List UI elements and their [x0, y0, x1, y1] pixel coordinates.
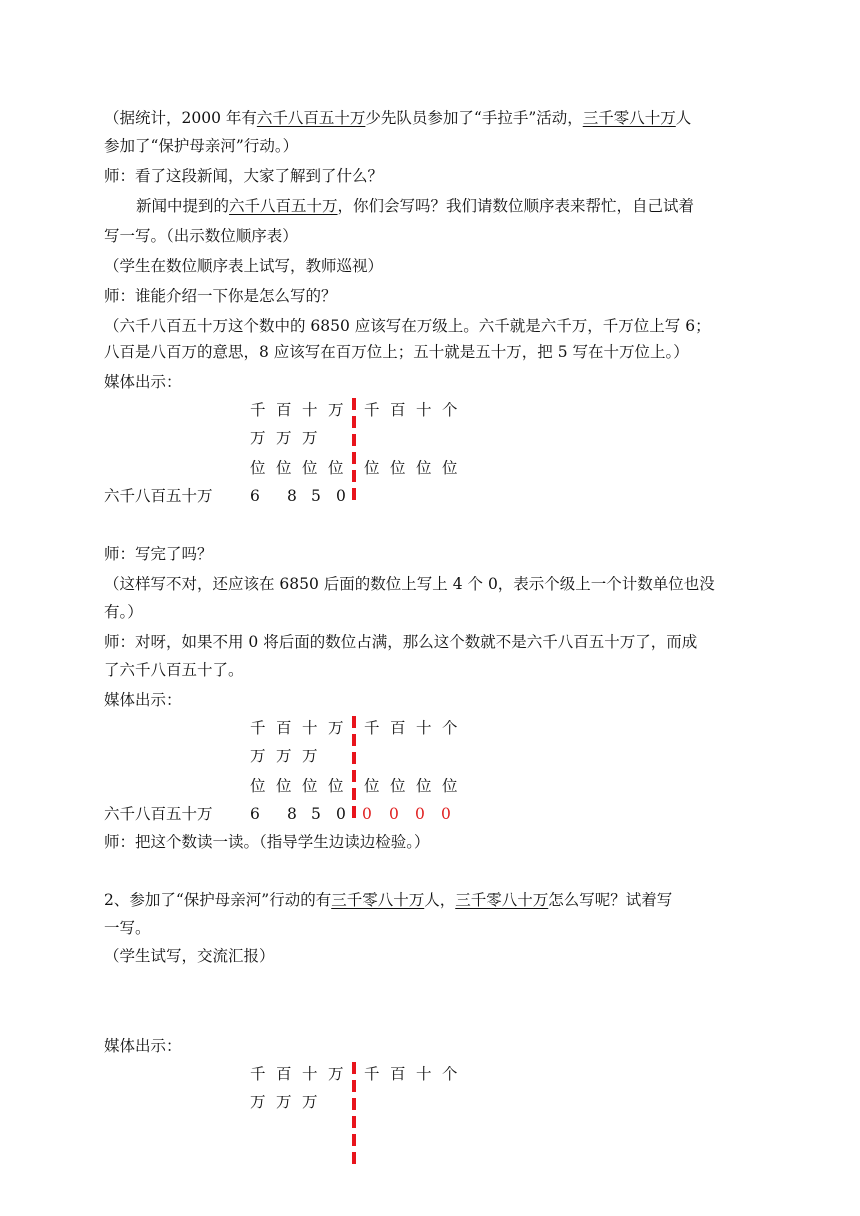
number-label: 六千八百五十万: [104, 805, 213, 823]
table-cell: 千: [250, 401, 266, 419]
table-cell: 位: [276, 459, 292, 477]
table-cell: 位: [276, 777, 292, 795]
table-cell: 位: [390, 777, 406, 795]
table-cell: 万: [302, 1093, 318, 1111]
table-cell: 位: [364, 459, 380, 477]
underlined-number: 三千零八十万: [455, 891, 549, 909]
text-line: 了六千八百五十了。: [104, 661, 244, 679]
teacher-line: 师：看了这段新闻，大家了解到了什么？: [104, 167, 384, 185]
table-cell: 万: [250, 747, 266, 765]
underlined-number: 三千零八十万: [331, 891, 425, 909]
red-zero-digit: 0: [389, 805, 399, 823]
table-cell: 千: [250, 1065, 266, 1083]
number-label: 六千八百五十万: [104, 487, 213, 505]
table-cell: 万: [328, 401, 344, 419]
table-cell: 位: [390, 459, 406, 477]
table-cell: 百: [390, 1065, 406, 1083]
underlined-number: 六千八百五十万: [256, 109, 366, 127]
table-cell: 千: [364, 1065, 380, 1083]
red-dashed-divider: [352, 1062, 356, 1166]
text-line: 新闻中提到的六千八百五十万，你们会写吗？我们请数位顺序表来帮忙，自己试着: [136, 197, 695, 215]
red-zero-digit: 0: [415, 805, 425, 823]
table-cell: 十: [302, 401, 318, 419]
media-label: 媒体出示：: [104, 373, 182, 391]
table-cell: 个: [442, 401, 458, 419]
table-cell: 万: [276, 1093, 292, 1111]
underlined-number: 三千零八十万: [582, 109, 676, 127]
media-label: 媒体出示：: [104, 691, 182, 709]
media-label: 媒体出示：: [104, 1037, 182, 1055]
digit: 6: [250, 487, 260, 505]
table-cell: 位: [416, 777, 432, 795]
text-line: （学生在数位顺序表上试写，教师巡视）: [104, 257, 384, 275]
text-line: 一写。: [104, 919, 151, 937]
digit: 6: [250, 805, 260, 823]
table-cell: 万: [328, 1065, 344, 1083]
red-dashed-divider: [352, 716, 356, 820]
table-cell: 十: [416, 1065, 432, 1083]
digit: 8: [287, 805, 297, 823]
text-line: 有。）: [104, 603, 143, 621]
table-cell: 位: [416, 459, 432, 477]
text-line: （学生试写，交流汇报）: [104, 947, 275, 965]
digit: 5: [311, 487, 321, 505]
table-cell: 百: [276, 1065, 292, 1083]
table-cell: 位: [250, 777, 266, 795]
table-cell: 位: [442, 459, 458, 477]
table-cell: 百: [276, 401, 292, 419]
table-cell: 个: [442, 1065, 458, 1083]
text-line: （六千八百五十万这个数中的 6850 应该写在万级上。六千就是六千万，千万位上写 6；: [104, 317, 711, 335]
teacher-line: 师：把这个数读一读。（指导学生边读边检验。）: [104, 833, 430, 851]
question-line: 2、参加了“保护母亲河”行动的有三千零八十万人，三千零八十万怎么写呢？试着写: [104, 891, 673, 909]
digit: 5: [311, 805, 321, 823]
table-cell: 千: [250, 719, 266, 737]
table-cell: 位: [302, 777, 318, 795]
table-cell: 千: [364, 401, 380, 419]
table-cell: 百: [390, 719, 406, 737]
table-cell: 万: [276, 429, 292, 447]
table-cell: 十: [416, 719, 432, 737]
table-cell: 万: [250, 429, 266, 447]
table-cell: 百: [276, 719, 292, 737]
table-cell: 万: [250, 1093, 266, 1111]
table-cell: 万: [302, 429, 318, 447]
table-cell: 位: [328, 777, 344, 795]
table-cell: 十: [302, 1065, 318, 1083]
digit: 8: [287, 487, 297, 505]
red-zero-digit: 0: [362, 805, 372, 823]
table-cell: 十: [416, 401, 432, 419]
table-cell: 位: [302, 459, 318, 477]
red-dashed-divider: [352, 398, 356, 502]
teacher-line: 师：谁能介绍一下你是怎么写的？: [104, 287, 337, 305]
red-zero-digit: 0: [441, 805, 451, 823]
intro-line-1: （据统计，2000 年有六千八百五十万少先队员参加了“手拉手”活动，三千零八十万人: [104, 109, 692, 127]
table-cell: 万: [276, 747, 292, 765]
intro-line-2: 参加了“保护母亲河”行动。）: [104, 137, 299, 155]
table-cell: 位: [328, 459, 344, 477]
table-cell: 千: [364, 719, 380, 737]
digit: 0: [336, 487, 346, 505]
text-line: 八百是八百万的意思，8 应该写在百万位上；五十就是五十万，把 5 写在十万位上。）: [104, 343, 689, 361]
table-cell: 位: [442, 777, 458, 795]
table-cell: 位: [364, 777, 380, 795]
table-cell: 位: [250, 459, 266, 477]
digit: 0: [336, 805, 346, 823]
table-cell: 个: [442, 719, 458, 737]
text-line: 写一写。（出示数位顺序表）: [104, 227, 298, 245]
table-cell: 万: [302, 747, 318, 765]
table-cell: 百: [390, 401, 406, 419]
underlined-number: 六千八百五十万: [229, 197, 338, 215]
teacher-line: 师：写完了吗？: [104, 545, 213, 563]
table-cell: 万: [328, 719, 344, 737]
teacher-line: 师：对呀，如果不用 0 将后面的数位占满，那么这个数就不是六千八百五十万了，而成: [104, 633, 698, 651]
text-line: （这样写不对，还应该在 6850 后面的数位上写上 4 个 0，表示个级上一个计数单位也没: [104, 575, 715, 593]
table-cell: 十: [302, 719, 318, 737]
